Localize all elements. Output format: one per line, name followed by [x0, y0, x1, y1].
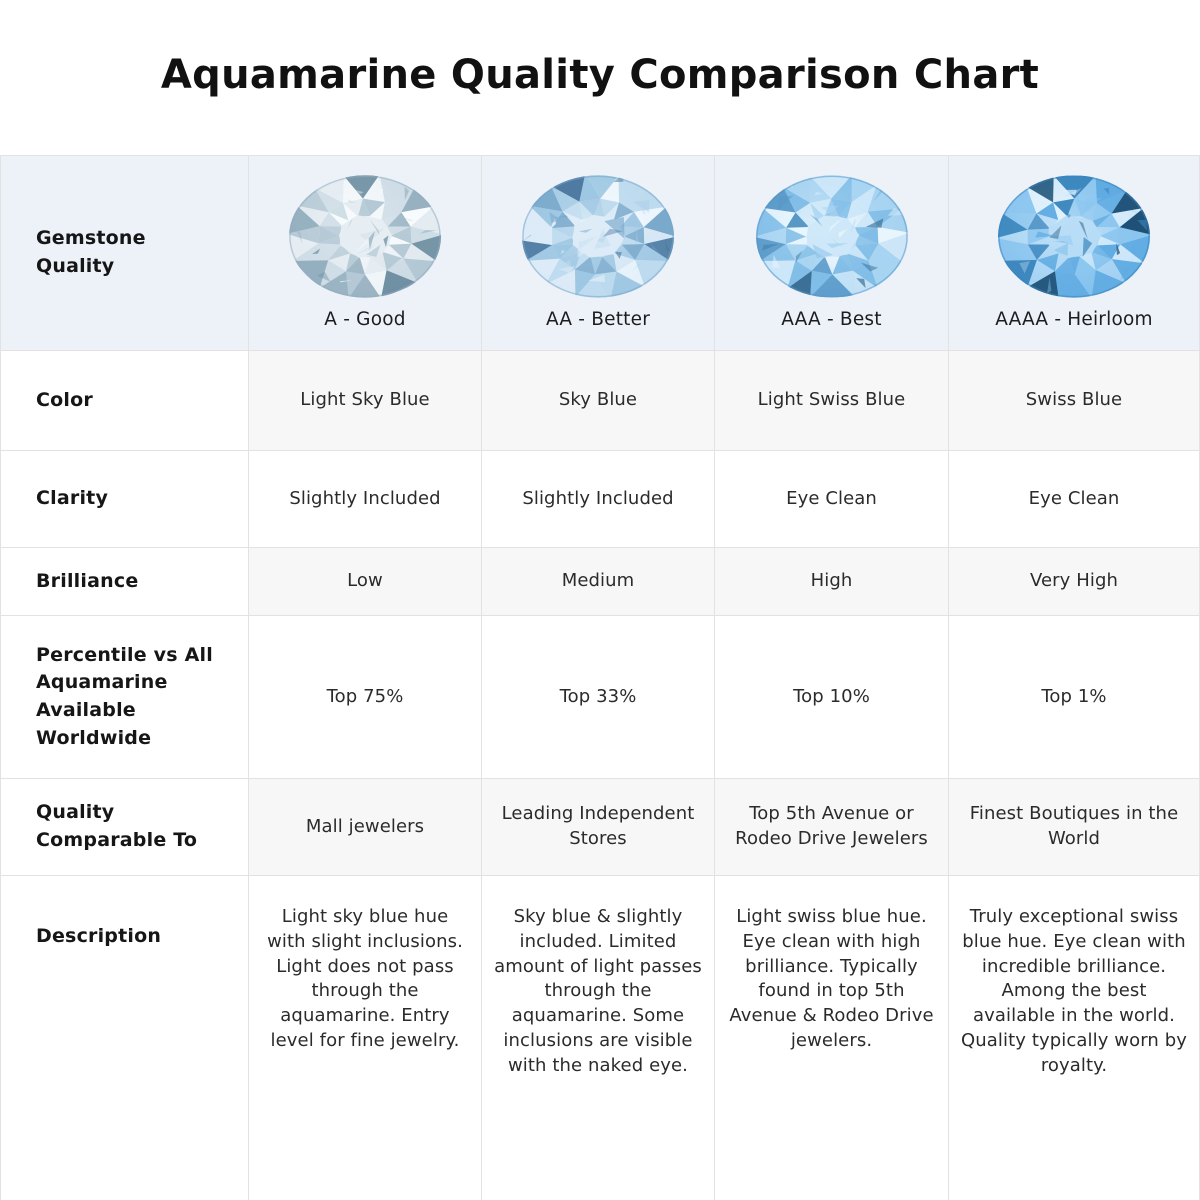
- row-label-brilliance: Brilliance: [36, 569, 139, 592]
- row-label-cell-brilliance: [1, 548, 248, 615]
- description-cell-aa-better: Sky blue & slightly included. Limited amount of light passes through the aquamarine. Some inclusions are visible with the naked eye.: [482, 876, 714, 1200]
- color-cell-aaaa-heirloom: Swiss Blue: [949, 351, 1199, 450]
- row-label-percentile: Percentile vs All Aquamarine Available Worldwide: [36, 643, 213, 749]
- comparable-cell-aa-better: Leading Independent Stores: [482, 779, 714, 875]
- row-label-comparable: Quality Comparable To: [36, 801, 198, 851]
- grade-label-a-good: A - Good: [324, 309, 406, 330]
- aquamarine-gem-image-aaa-best: [754, 173, 910, 300]
- grade-label-aaa-best: AAA - Best: [781, 309, 882, 330]
- row-label-cell-color: [1, 351, 248, 450]
- percentile-cell-aaaa-heirloom: Top 1%: [949, 616, 1199, 778]
- brilliance-cell-aaa-best: High: [715, 548, 948, 615]
- description-cell-aaaa-heirloom: Truly exceptional swiss blue hue. Eye clean with incredible brilliance. Among the best available in the world. Quality typically worn by royalty.: [949, 876, 1199, 1200]
- comparable-cell-aaa-best: Top 5th Avenue or Rodeo Drive Jewelers: [715, 779, 948, 875]
- aquamarine-gem-image-aa-better: [520, 173, 676, 300]
- description-cell-a-good: Light sky blue hue with slight inclusions. Light does not pass through the aquamarine. Entry level for fine jewelry.: [249, 876, 481, 1200]
- corner-header-cell: [1, 156, 248, 350]
- row-label-cell-description: [1, 876, 248, 1200]
- brilliance-cell-aaaa-heirloom: Very High: [949, 548, 1199, 615]
- page-title: Aquamarine Quality Comparison Chart: [160, 52, 1040, 98]
- row-label-cell-clarity: [1, 451, 248, 547]
- clarity-cell-a-good: Slightly Included: [249, 451, 481, 547]
- color-cell-aa-better: Sky Blue: [482, 351, 714, 450]
- percentile-cell-a-good: Top 75%: [249, 616, 481, 778]
- grade-label-aa-better: AA - Better: [545, 309, 651, 330]
- corner-header-label: Gemstone Quality: [36, 227, 146, 277]
- grade-label-aaaa-heirloom: AAAA - Heirloom: [995, 309, 1153, 330]
- brilliance-cell-a-good: Low: [249, 548, 481, 615]
- color-cell-aaa-best: Light Swiss Blue: [715, 351, 948, 450]
- row-label-clarity: Clarity: [36, 487, 109, 510]
- header-cell-a-good: [249, 156, 481, 350]
- row-label-cell-percentile: [1, 616, 248, 778]
- row-label-cell-comparable: [1, 779, 248, 875]
- percentile-cell-aa-better: Top 33%: [482, 616, 714, 778]
- row-label-description: Description: [36, 925, 162, 947]
- row-label-color: Color: [36, 388, 93, 411]
- aquamarine-gem-image-aaaa-heirloom: [996, 173, 1152, 300]
- clarity-cell-aa-better: Slightly Included: [482, 451, 714, 547]
- comparable-cell-a-good: Mall jewelers: [249, 779, 481, 875]
- percentile-cell-aaa-best: Top 10%: [715, 616, 948, 778]
- color-cell-a-good: Light Sky Blue: [249, 351, 481, 450]
- comparison-table: [0, 155, 1200, 1200]
- clarity-cell-aaa-best: Eye Clean: [715, 451, 948, 547]
- description-cell-aaa-best: Light swiss blue hue. Eye clean with high brilliance. Typically found in top 5th Avenue & Rodeo Drive jewelers.: [715, 876, 948, 1200]
- header-cell-aaa-best: [715, 156, 948, 350]
- clarity-cell-aaaa-heirloom: Eye Clean: [949, 451, 1199, 547]
- header-cell-aa-better: [482, 156, 714, 350]
- comparable-cell-aaaa-heirloom: Finest Boutiques in the World: [949, 779, 1199, 875]
- aquamarine-gem-image-a-good: [287, 173, 443, 300]
- brilliance-cell-aa-better: Medium: [482, 548, 714, 615]
- header-cell-aaaa-heirloom: [949, 156, 1199, 350]
